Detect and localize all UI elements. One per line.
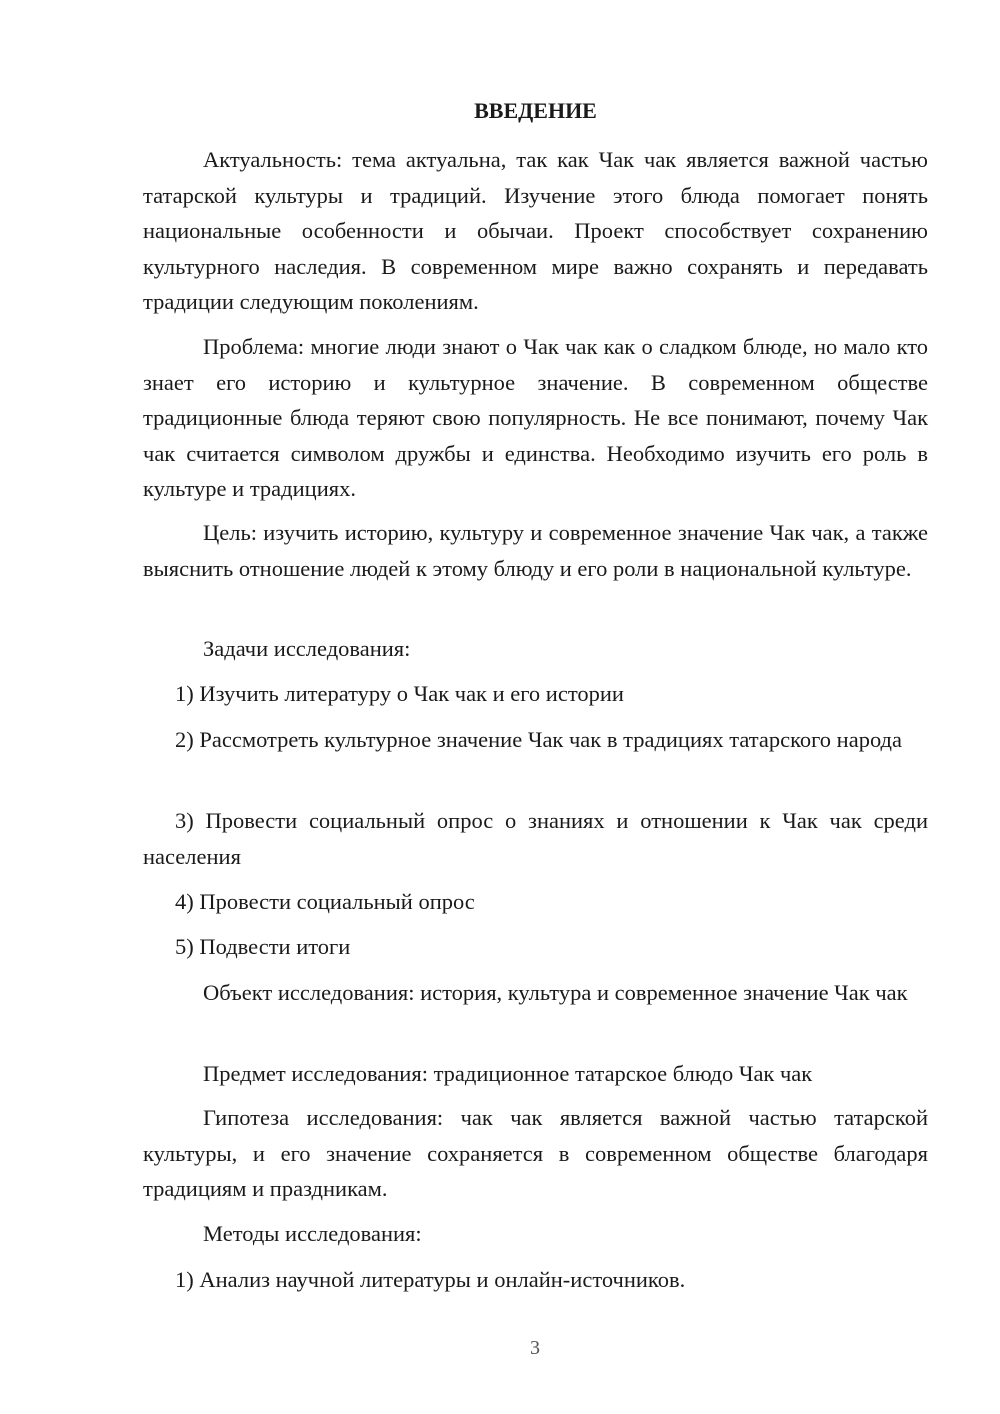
hypothesis-paragraph: Гипотеза исследования: чак чак является важной частью татарской культуры, и его значение сохраняется в современном обществе благодаря традициям и праздникам. xyxy=(143,1105,928,1201)
problem-paragraph: Проблема: многие люди знают о Чак чак как о сладком блюде, но мало кто знает его историю и культурное значение. В современном обществе традиционные блюда теряют свою популярность. Не все понимают, почему Чак чак считается символом дружбы и единства. Необходимо изучить его роль в культуре и традициях. xyxy=(143,334,928,501)
method-item-1: 1) Анализ научной литературы и онлайн-источников. xyxy=(175,1267,686,1292)
relevance-paragraph: Актуальность: тема актуальна, так как Чак чак является важной частью татарской культуры и традиций. Изучение этого блюда помогает понять национальные особенности и обычаи. Проект способствует сохранению культурного наследия. В современном мире важно сохранять и передавать традиции следующим поколениям. xyxy=(143,147,928,314)
subject-paragraph: Предмет исследования: традиционное татарское блюдо Чак чак xyxy=(203,1061,813,1086)
task-item-4: 4) Провести социальный опрос xyxy=(175,889,475,914)
section-heading: ВВЕДЕНИЕ xyxy=(474,98,597,123)
task-item-1: 1) Изучить литературу о Чак чак и его истории xyxy=(175,681,624,706)
methods-heading: Методы исследования: xyxy=(203,1221,422,1246)
object-paragraph: Объект исследования: история, культура и современное значение Чак чак xyxy=(203,980,908,1005)
page-number: 3 xyxy=(530,1337,540,1359)
task-item-2: 2) Рассмотреть культурное значение Чак чак в традициях татарского народа xyxy=(175,727,902,752)
task-item-3: 3) Провести социальный опрос о знаниях и отношении к Чак чак среди населения xyxy=(143,808,928,869)
tasks-heading: Задачи исследования: xyxy=(203,636,411,661)
task-item-5: 5) Подвести итоги xyxy=(175,934,351,959)
goal-paragraph: Цель: изучить историю, культуру и современное значение Чак чак, а также выяснить отношение людей к этому блюду и его роли в национальной культуре. xyxy=(143,520,928,581)
